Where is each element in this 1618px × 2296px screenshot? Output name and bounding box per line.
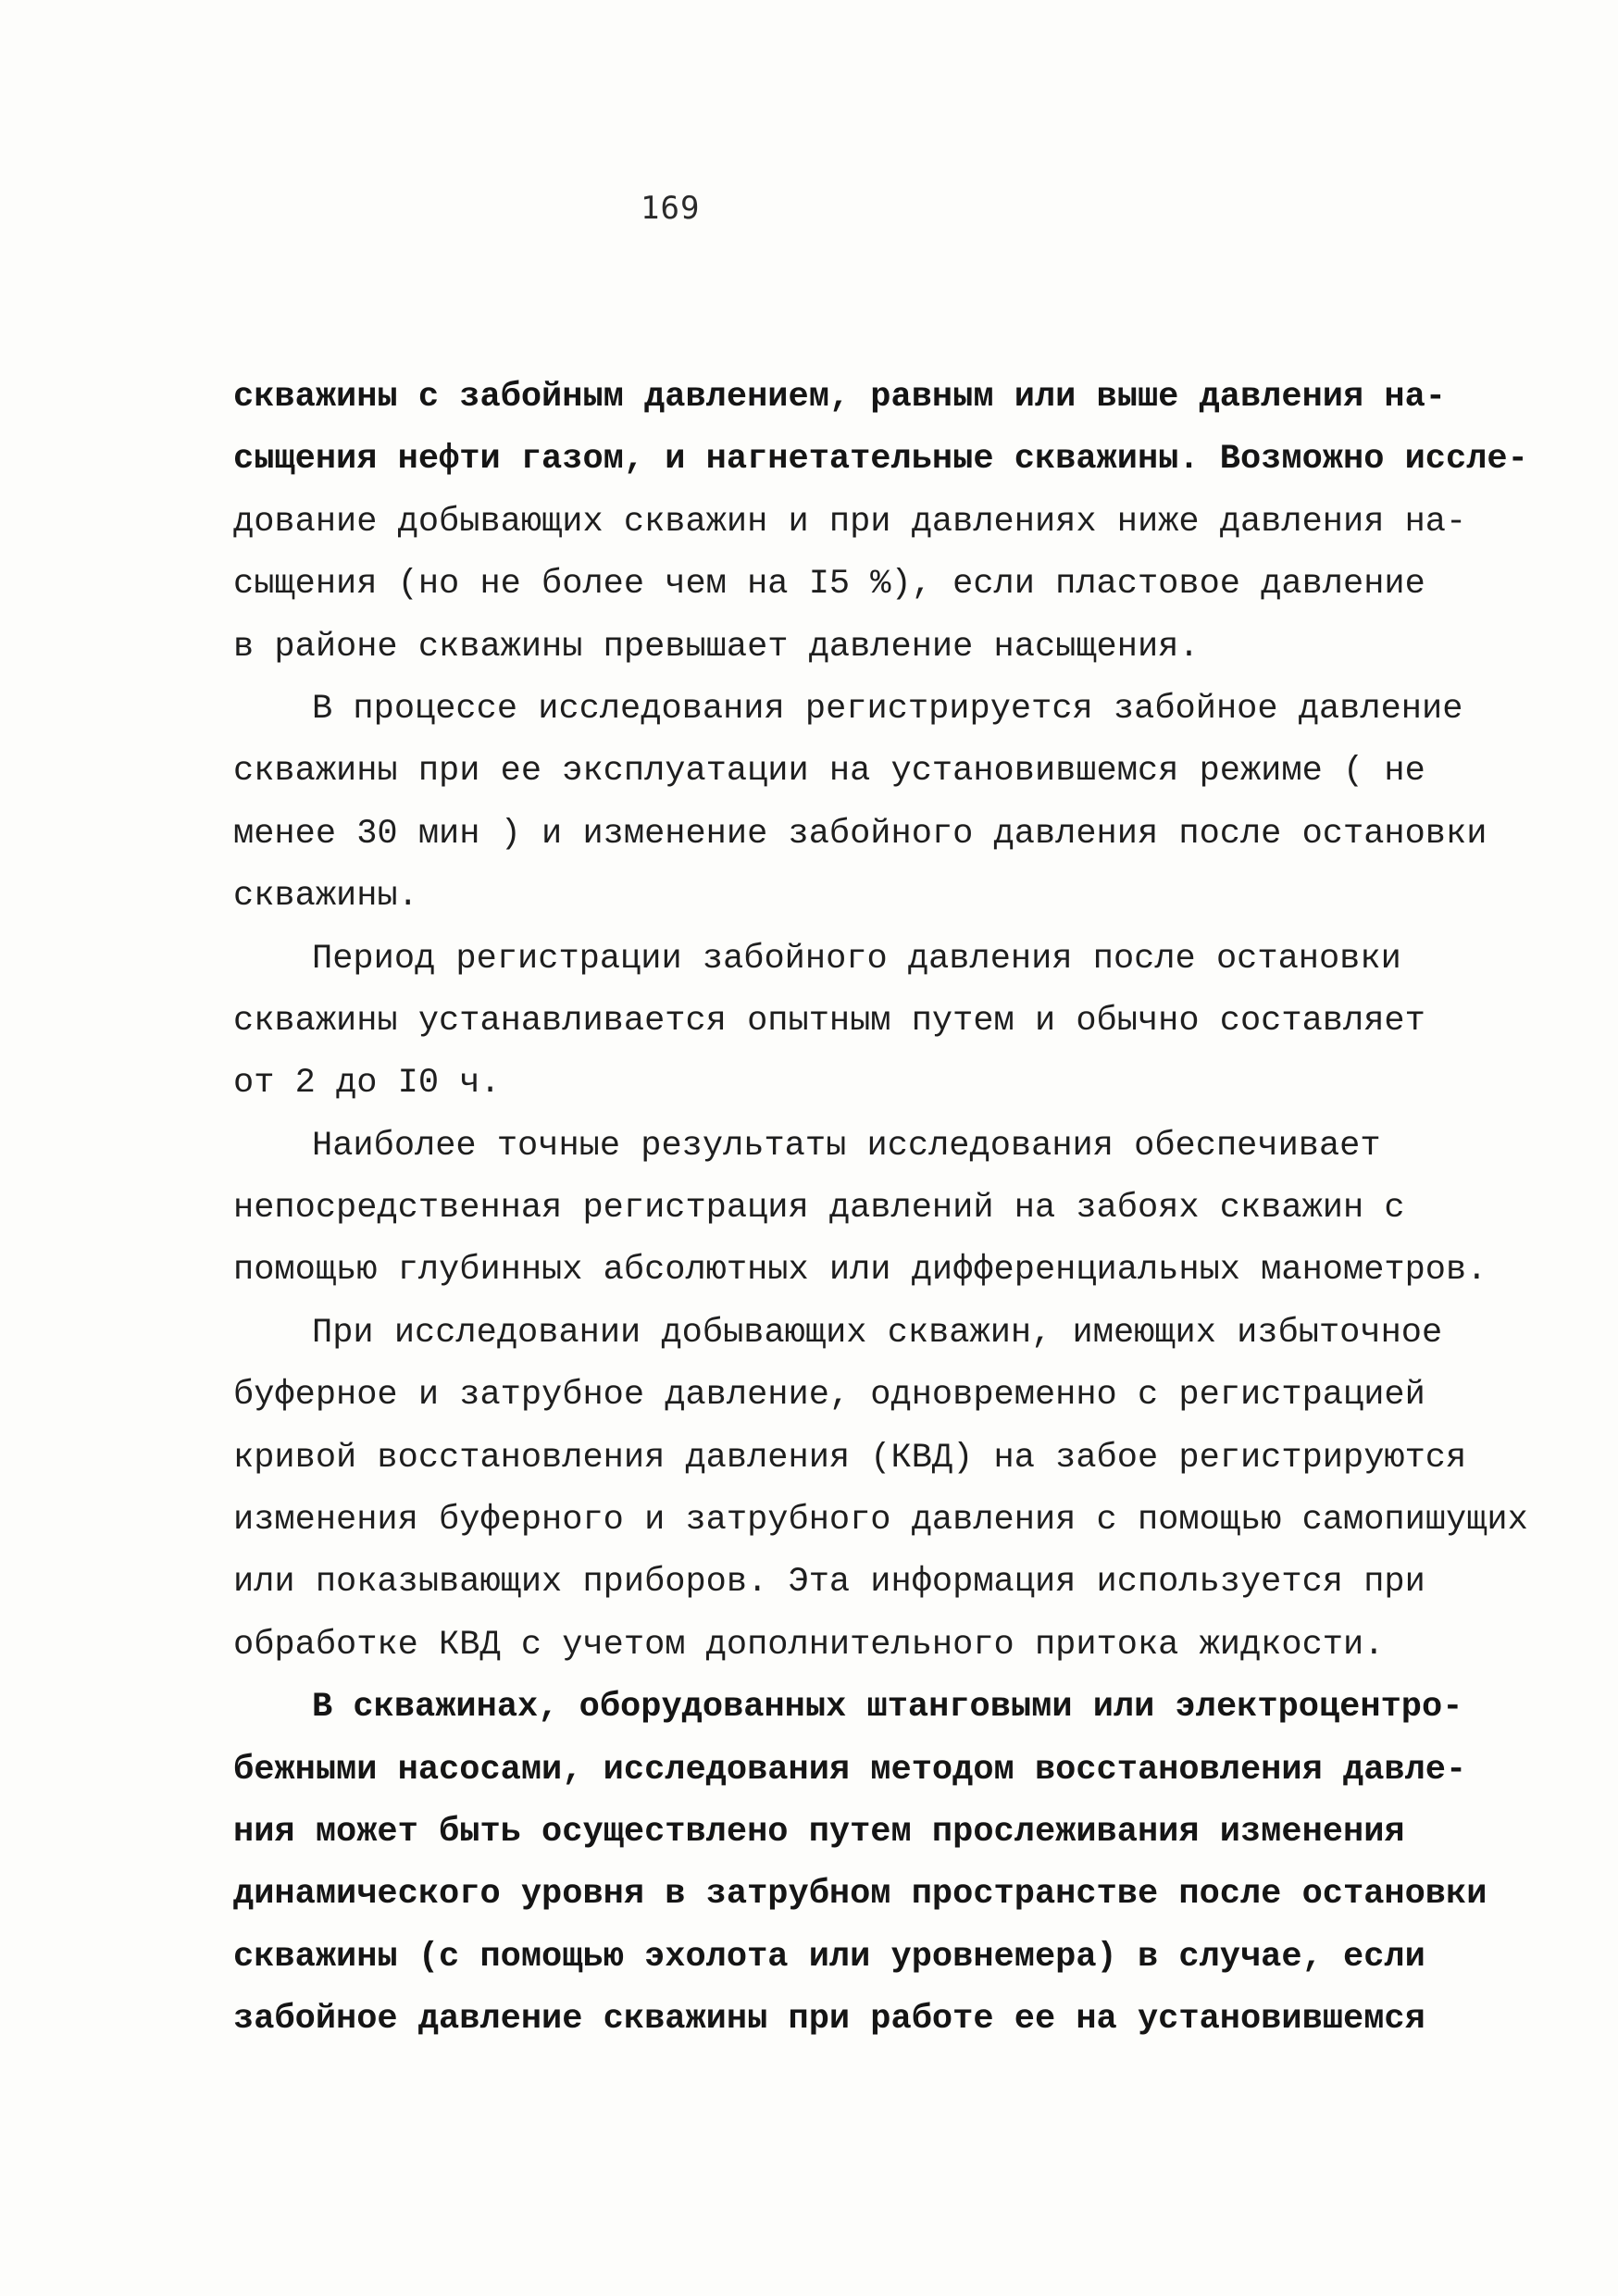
text-line: В процессе исследования регистрируется забойное давление: [312, 689, 1463, 729]
text-line: скважины при ее эксплуатации на установившемся режиме ( не: [233, 752, 1425, 792]
text-line: В скважинах, оборудованных штанговыми или электроцентро-: [312, 1688, 1463, 1728]
text-line: или показывающих приборов. Эта информация используется при: [233, 1563, 1425, 1603]
text-line: изменения буферного и затрубного давления с помощью самопишущих: [233, 1501, 1528, 1541]
text-line: помощью глубинных абсолютных или дифференциальных манометров.: [233, 1251, 1487, 1291]
text-line: в районе скважины превышает давление насыщения.: [233, 627, 1200, 667]
text-line: ния может быть осуществлено путем прослеживания изменения: [233, 1812, 1405, 1852]
text-line: сыщения (но не более чем на I5 %), если пластовое давление: [233, 565, 1425, 605]
text-line: скважины (с помощью эхолота или уровнемера) в случае, если: [233, 1937, 1425, 1977]
text-line: При исследовании добывающих скважин, имеющих избыточное: [312, 1313, 1443, 1353]
text-line: дование добывающих скважин и при давлениях ниже давления на-: [233, 502, 1467, 542]
text-line: обработке КВД с учетом дополнительного притока жидкости.: [233, 1625, 1385, 1665]
text-line: скважины с забойным давлением, равным или выше давления на-: [233, 378, 1447, 417]
text-line: сыщения нефти газом, и нагнетательные скважины. Возможно иссле-: [233, 440, 1528, 480]
text-line: буферное и затрубное давление, одновременно с регистрацией: [233, 1376, 1425, 1416]
text-line: динамического уровня в затрубном пространстве после остановки: [233, 1875, 1487, 1915]
page-number: 169: [641, 190, 701, 227]
text-line: кривой восстановления давления (КВД) на забое регистрируются: [233, 1438, 1467, 1478]
text-line: непосредственная регистрация давлений на забоях скважин с: [233, 1189, 1405, 1229]
text-line: Наиболее точные результаты исследования обеспечивает: [312, 1126, 1381, 1166]
text-line: забойное давление скважины при работе ее на установившемся: [233, 2000, 1425, 2040]
text-line: от 2 до I0 ч.: [233, 1064, 501, 1104]
text-line: Период регистрации забойного давления после остановки: [312, 939, 1401, 979]
text-line: менее 30 мин ) и изменение забойного давления после остановки: [233, 814, 1487, 854]
text-line: скважины устанавливается опытным путем и обычно составляет: [233, 1001, 1425, 1041]
text-line: скважины.: [233, 877, 418, 917]
text-line: бежными насосами, исследования методом восстановления давле-: [233, 1750, 1467, 1790]
body-text: [233, 367, 1528, 2052]
